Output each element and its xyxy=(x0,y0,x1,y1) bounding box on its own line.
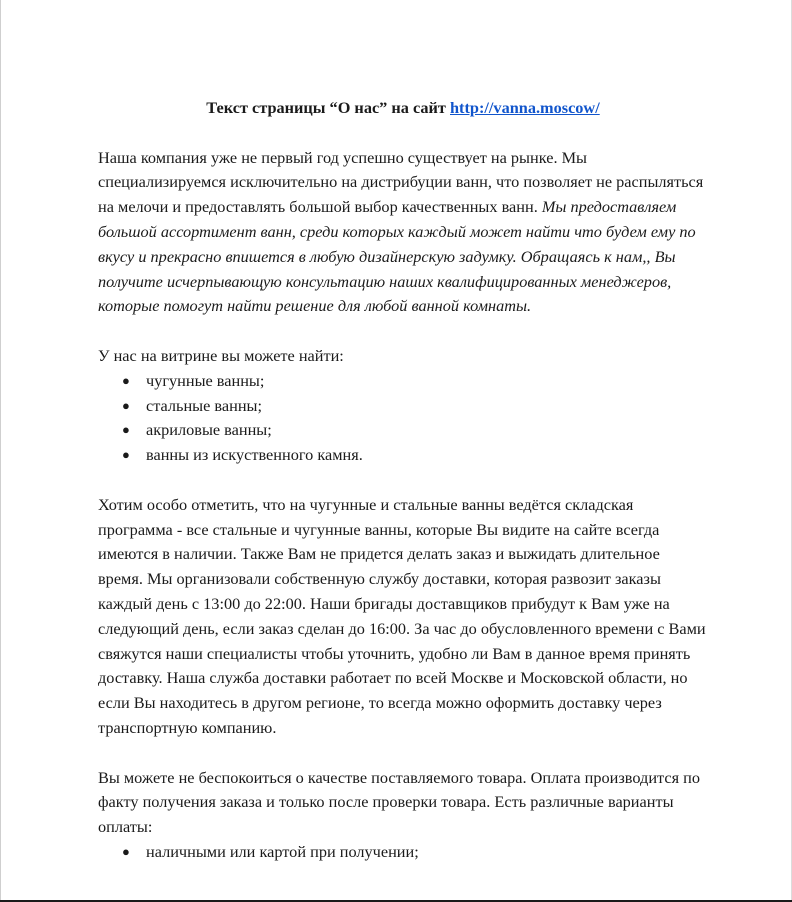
list-item xyxy=(98,443,708,468)
list-item-text: ванны из искуственного камня. xyxy=(146,445,363,465)
page-title xyxy=(98,96,708,121)
payment-paragraph: Вы можете не беспокоиться о качестве поставляемого товара. Оплата производится по факту получения заказа и только после проверки товара. Есть различные варианты оплаты: xyxy=(98,767,700,837)
title-text: Текст страницы “О нас” на сайт xyxy=(206,98,450,117)
list-item xyxy=(98,418,708,443)
list-item-text: наличными или картой при получении; xyxy=(146,841,419,861)
intro-italic-text: Мы предоставляем большой ассортимент ванн, среди которых каждый может найти что будем ему по вкусу и прекрасно впишется в любую дизайнерскую задумку. Обращаясь к нам,, Вы получите исчерпывающую консультацию наших квалифицированных менеджеров, которые помогут найти решение для любой ванной комнаты. xyxy=(98,197,696,316)
site-link[interactable]: http://vanna.moscow/ xyxy=(450,98,600,117)
list-item xyxy=(98,369,708,394)
page-left-border xyxy=(0,0,1,902)
list-item xyxy=(98,394,708,419)
intro-paragraph xyxy=(98,146,708,320)
list-item-text: чугунные ванны; xyxy=(146,370,265,390)
bullet-icon: ● xyxy=(122,447,130,463)
list-item xyxy=(98,840,708,865)
showcase-lead: У нас на витрине вы можете найти: xyxy=(98,345,344,365)
bullet-icon: ● xyxy=(122,397,130,413)
document-body xyxy=(98,96,708,890)
showcase-list xyxy=(98,369,708,468)
bullet-icon: ● xyxy=(122,843,130,859)
intro-normal-text: Наша компания уже не первый год успешно существует на рынке. Мы специализируемся исключительно на дистрибуции ванн, что позволяет не распыляться на мелочи и предоставлять большой выбор качественных ванн. xyxy=(98,147,704,217)
list-item-text: акриловые ванны; xyxy=(146,420,272,440)
bullet-icon: ● xyxy=(122,372,130,388)
payment-list xyxy=(98,840,708,865)
list-item-text: стальные ванны; xyxy=(146,395,262,415)
delivery-paragraph: Хотим особо отметить, что на чугунные и стальные ванны ведётся складская программа - все стальные и чугунные ванны, которые Вы видите на сайте всегда имеются в наличии. Также Вам не придется делать заказ и выжидать длительное время. Мы организовали собственную службу доставки, которая развозит заказы каждый день с 13:00 до 22:00. Наши бригады доставщиков прибудут к Вам уже на следующий день, если заказ сделан до 16:00. За час до обусловленного времени с Вами свяжутся наши специалисты чтобы уточнить, удобно ли Вам в данное время принять доставку. Наша служба доставки работает по всей Москве и Московской области, но если Вы находитесь в другом регионе, то всегда можно оформить доставку через транспортную компанию. xyxy=(98,494,706,737)
bullet-icon: ● xyxy=(122,422,130,438)
